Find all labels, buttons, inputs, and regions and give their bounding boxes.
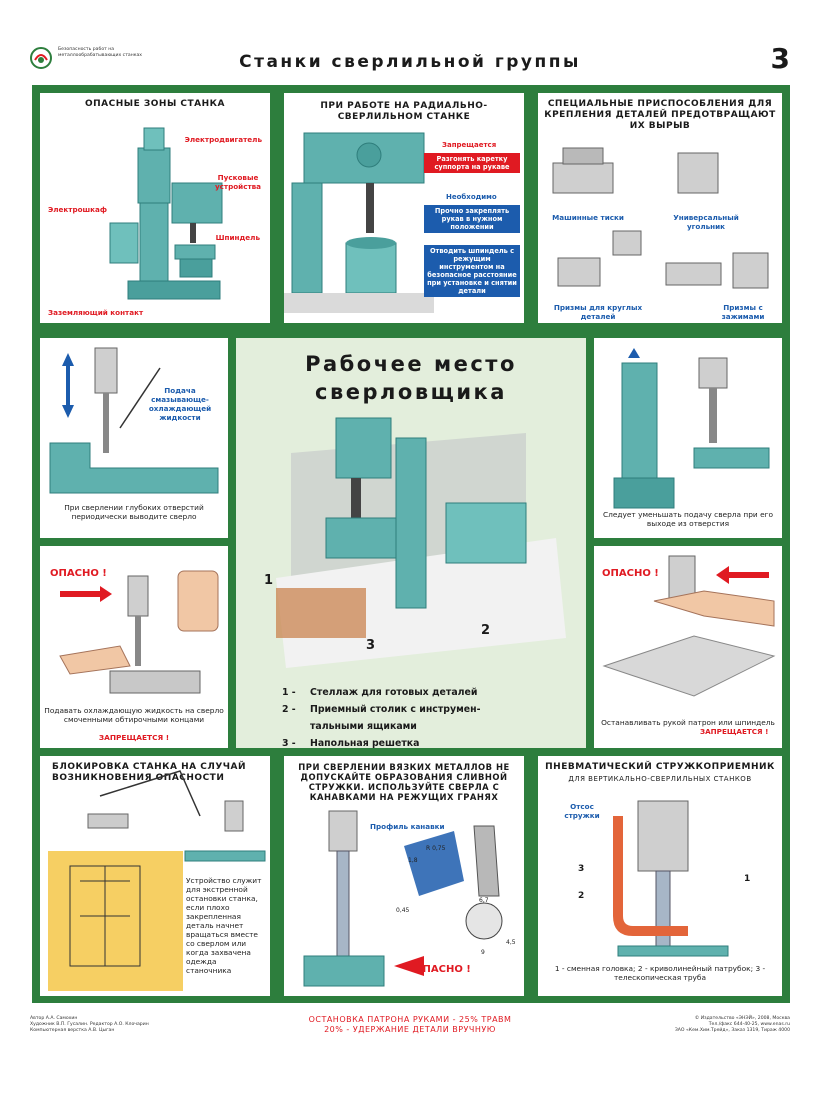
dim-height: 4,5 bbox=[506, 939, 516, 946]
panel-viscous-metals bbox=[284, 756, 524, 996]
panel-deep-holes bbox=[40, 338, 228, 538]
danger-label: ОПАСНО ! bbox=[50, 568, 107, 579]
footer-credits: Автор А.А. Самохин Художник В.П. Гусалин. Редактор А.О. Клочарин Компьютерная верстка А.В. Цыган bbox=[30, 1016, 149, 1033]
dim-diameter: 9 bbox=[481, 949, 485, 956]
legend-row: 2 - Приемный столик с инструмен- bbox=[282, 704, 481, 715]
callout-1: 1 bbox=[264, 573, 274, 588]
forbidden-box: Разгонять каретку суппорта на рукаве bbox=[424, 153, 520, 173]
needed-box-2: Отводить шпиндель с режущим инструментом на безопасное расстояние при установке и снятии детали bbox=[424, 245, 520, 297]
drill-groove-illustration bbox=[284, 756, 524, 996]
feed-illustration bbox=[594, 338, 782, 538]
panel-coolant-rags bbox=[40, 546, 228, 748]
panel-title: ОПАСНЫЕ ЗОНЫ СТАНКА bbox=[85, 99, 225, 109]
needed-tag: Необходимо bbox=[446, 193, 497, 201]
panel-danger-zones bbox=[40, 93, 270, 323]
panel-caption: Устройство служит для экстренной остановки станка, если плохо закрепленная деталь начнет вращаться вместе со сверлом или когда захвачена одежда станочника bbox=[186, 876, 262, 975]
label-cabinet: Электрошкаф bbox=[48, 205, 108, 214]
forbidden-tag: Запрещается bbox=[442, 141, 497, 149]
panel-caption: Подавать охлаждающую жидкость на сверло смоченными обтирочными концами bbox=[44, 706, 224, 724]
danger-label: ОПАСНО ! bbox=[414, 964, 471, 975]
dim-offset: 0,45 bbox=[396, 907, 410, 914]
label-start-devices: Пусковые устройства bbox=[214, 173, 262, 191]
panel-title: ПНЕВМАТИЧЕСКИЙ СТРУЖКОПРИЕМНИК bbox=[545, 762, 775, 772]
label-clamp-prisms: Призмы с зажимами bbox=[721, 303, 765, 321]
label-angle-plate: Универсальный угольник bbox=[673, 213, 739, 231]
panel-subtitle: ДЛЯ ВЕРТИКАЛЬНО-СВЕРЛИЛЬНЫХ СТАНКОВ bbox=[568, 775, 752, 783]
label-ground: Заземляющий контакт bbox=[48, 308, 144, 317]
callout-2: 2 bbox=[481, 623, 491, 638]
panel-title: ПРИ РАБОТЕ НА РАДИАЛЬНО-СВЕРЛИЛЬНОМ СТАНКЕ bbox=[320, 101, 488, 122]
footer-statistics: ОСТАНОВКА ПАТРОНА РУКАМИ - 25% ТРАВМ 20% - УДЕРЖАНИЕ ДЕТАЛИ ВРУЧНУЮ bbox=[308, 1015, 512, 1034]
dim-width: 6,7 bbox=[479, 897, 489, 904]
center-title-line-1: Рабочее место bbox=[305, 352, 517, 376]
callout-1: 1 bbox=[744, 874, 751, 884]
panel-workplace bbox=[236, 338, 586, 748]
legend-row: тальными ящиками bbox=[310, 721, 417, 732]
fixtures-illustration bbox=[538, 93, 782, 323]
panel-caption: 1 - сменная головка; 2 - криволинейный патрубок; 3 - телескопическая труба bbox=[554, 964, 766, 982]
label-coolant-feed: Подача смазывающе-охлаждающей жидкости bbox=[148, 386, 212, 422]
panel-reduce-feed bbox=[594, 338, 782, 538]
callout-2: 2 bbox=[578, 891, 585, 901]
center-title-line-2: сверловщика bbox=[315, 380, 507, 404]
forbidden-label: ЗАПРЕЩАЕТСЯ ! bbox=[98, 733, 170, 742]
forbidden-label: ЗАПРЕЩАЕТСЯ ! bbox=[700, 727, 769, 736]
label-vise: Машинные тиски bbox=[552, 213, 624, 222]
panel-title: БЛОКИРОВКА СТАНКА НА СЛУЧАЙ ВОЗНИКНОВЕНИЯ ОПАСНОСТИ bbox=[52, 762, 247, 783]
label-round-prisms: Призмы для круглых деталей bbox=[553, 303, 643, 321]
label-spindle: Шпиндель bbox=[215, 233, 260, 242]
panel-caption: При сверлении глубоких отверстий периодически выводите сверло bbox=[64, 503, 204, 521]
panel-caption: Следует уменьшать подачу сверла при его выходе из отверстия bbox=[602, 510, 774, 528]
label-motor: Электродвигатель bbox=[184, 135, 262, 144]
dim-radius: R 0,75 bbox=[426, 845, 446, 852]
green-frame bbox=[32, 85, 790, 1003]
legend-row: 1 - Стеллаж для готовых деталей bbox=[282, 687, 478, 698]
dim-depth: 1,8 bbox=[408, 857, 418, 864]
panel-stop-chuck bbox=[594, 546, 782, 748]
callout-3: 3 bbox=[578, 864, 585, 874]
panel-fixtures bbox=[538, 93, 782, 323]
workplace-legend bbox=[282, 684, 481, 748]
needed-box-1: Прочно закреплять рукав в нужном положении bbox=[424, 205, 520, 233]
panel-title: СПЕЦИАЛЬНЫЕ ПРИСПОСОБЛЕНИЯ ДЛЯ КРЕПЛЕНИЯ ДЕТАЛЕЙ ПРЕДОТВРАЩАЮТ ИХ ВЫРЫВ bbox=[544, 99, 776, 131]
page-number: 3 bbox=[770, 42, 790, 75]
label-suction: Отсос стружки bbox=[564, 802, 600, 820]
panel-caption: Останавливать рукой патрон или шпиндель bbox=[601, 718, 775, 727]
callout-3: 3 bbox=[366, 638, 376, 653]
header-note: Безопасность работ на металлообрабатывающих станках bbox=[58, 47, 142, 58]
panel-interlock bbox=[40, 756, 270, 996]
label-groove-profile: Профиль канавки bbox=[370, 822, 445, 831]
panel-chip-collector bbox=[538, 756, 782, 996]
legend-row: 3 - Напольная решетка bbox=[282, 738, 420, 748]
footer-publisher: © Издательство «ЭНЭЙ», 2008, Москва Тел./факс 644-40-25, www.enas.ru ЗАО «Кем.Хим.Трейд», Заказ 1319, Тираж 4000 bbox=[674, 1016, 790, 1033]
panel-title: ПРИ СВЕРЛЕНИИ ВЯЗКИХ МЕТАЛЛОВ НЕ ДОПУСКАЙТЕ ОБРАЗОВАНИЯ СЛИВНОЙ СТРУЖКИ. ИСПОЛЬЗУЙТЕ СВЕРЛА С КАНАВКАМИ НА РЕЖУЩИХ ГРАНЯХ bbox=[298, 762, 510, 802]
danger-label: ОПАСНО ! bbox=[602, 568, 659, 579]
panel-radial-drilling bbox=[284, 93, 524, 323]
page-title: Станки сверлильной группы bbox=[239, 52, 581, 72]
